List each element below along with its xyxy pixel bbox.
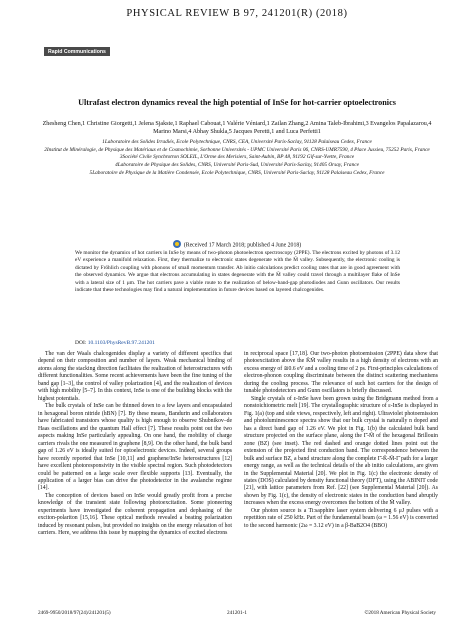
section-tag: Rapid Communications <box>44 47 110 56</box>
affiliation-4: 4Laboratoire de Physique des Solides, CNRS, Université Paris-Sud, Université Paris-Saclay, 91405 Orsay, France <box>115 162 359 169</box>
body-column-left <box>38 351 232 538</box>
affiliation-3: 3Société Civile Synchrotron SOLEIL, L'Orme des Merisiers, Saint-Aubin, BP 48, 91192 Gif-sur-Yvette, France <box>119 154 355 161</box>
affiliation-1: 1Laboratoire des Solides Irradiés, Ecole Polytechnique, CNRS, CEA, Université Paris-Saclay, 91128 Palaiseau Cedex, France <box>102 139 372 145</box>
affiliation-5: 5Laboratoire de Physique de la Matière Condensée, Ecole Polytechnique, CNRS, Université Paris-Saclay, 91128 Palaiseau Cedex, France <box>89 169 385 176</box>
paper-title: Ultrafast electron dynamics reveal the high potential of InSe for hot-carrier optoelectronics <box>78 98 396 107</box>
footer-issn: 2469-9950/2018/97(24)/241201(5) <box>38 610 111 616</box>
paragraph: in reciprocal space [17,18]. Our two-photon photoemission (2PPE) data show that photoexcitation above the K̄M̄ valley results in a high density of electrons with an excess energy of ≅0.6 eV and a cooling time of 2 ps. First-principles calculations of electron-phonon coupling discriminate between the distinct scattering mechanisms during the cooling process. The relevance of such hot carriers for the design of tunable photodetectors and Gunn oscillators is briefly discussed. <box>244 351 438 395</box>
abstract: We monitor the dynamics of hot carriers in InSe by means of two-photon photoelectron spectroscopy (2PPE). The electrons excited by photons of 3.12 eV experience a manifold relaxation. First, they thermalize to electronic states degenerate with the M̄ valley. Subsequently, the electronic cooling is dictated by Fröhlich coupling with phonons of small momentum transfer. Ab initio calculations predict cooling rates that are in good agreement with the observed dynamics. We argue that electrons accumulating in states degenerate with the M̄ valley could travel through a multilayer flake of InSe with a lateral size of 1 μm. The hot carriers pave a viable route to the realization of below-band-gap photodiodes and Gunn oscillators. Our results indicate that these technologies may find a natural implementation in future devices based on layered chalcogenides. <box>75 250 400 294</box>
paragraph: The van der Waals chalcogenides display a variety of different specifics that depend on their composition and number of layers. Weak mechanical binding of atoms along the stacking direction facilitates the realization of heterostructures with different functionalities. Some recent achievements have been the fine tuning of the band gap [1–3], the control of valley polarization [4], and the realization of devices with high mobility [5–7]. In this context, InSe is one of the building blocks with the highest potentials. <box>38 351 232 402</box>
doi-label: DOI: <box>75 340 87 346</box>
affiliation-list <box>40 139 434 178</box>
doi-link[interactable]: 10.1103/PhysRevB.97.241201 <box>87 340 155 346</box>
footer-copyright: ©2018 American Physical Society <box>364 610 436 616</box>
crossmark-icon[interactable] <box>173 240 181 248</box>
paragraph: Single crystals of ε-InSe have been grown using the Bridgmann method from a nonstoichiometric melt [19]. The crystallographic structure of ε-InSe is displayed in Fig. 1(a) (top and side views, respectively, left and right). Ultraviolet photoemission and photoluminescence spectra show that our bulk crystal is naturally n doped and has a direct band gap of 1.26 eV. We plot in Fig. 1(b) the calculated bulk band structure projected on the surface plane, along the Γ̄-M̄ of the hexagonal Brillouin zone (BZ) (see inset). The red dashed and orange dotted lines point out the extension of the projected first conduction band. The correspondence between the bulk and surface BZ, a band structure along the complete Γ̄-K̄-M̄-Γ̄ path for a larger energy range, as well as the technical details of the ab initio calculations, are given in the Supplemental Material [20]. We plot in Fig. 1(c) the electronic density of states (DOS) calculated by density functional theory (DFT), using the ABINIT code [21], with lattice parameters from Ref. [22] (see Supplemental Material [20]). As shown by Fig. 1(c), the density of electronic states in the conduction band abruptly increases when the excess energy overcomes the bottom of the M̄ valley. <box>244 395 438 507</box>
doi-row <box>75 340 155 346</box>
paragraph: The conception of devices based on InSe would greatly profit from a precise knowledge of the transient state following photoexcitation. Some pioneering experiments have investigated the coherent propagation and dephasing of the exciton-polariton [15,16]. These optical methods revealed a beating polarization induced by resonant pulses, but provided no insights on the energy relaxation of hot carriers. Here, we address this issue by mapping the dynamics of excited electrons <box>38 492 232 537</box>
paragraph: The bulk crystals of InSe can be thinned down to a few layers and encapsulated in hexagonal boron nitride (hBN) [7]. By these means, Bandurin and collaborators have fabricated transistors whose quality is high enough to observe Shubnikov–de Haas oscillations and the quantum Hall effect [7]. These results point out the two aspects making InSe particularly appealing. On one hand, the mobility of charge carriers rivals the one measured in graphene [8,9]. On the other hand, the bulk band gap of 1.26 eV is ideally suited for optoelectronic devices. Indeed, several groups have recently reported that InSe [10,11] and graphene/InSe heterostructures [12] have excellent photoresponsivity in the visible spectral region. Such photodetectors could be patterned on a large scale over flexible supports [13]. Eventually, the application of a larger bias can drive the photodetector in the avalanche regime [14]. <box>38 403 232 492</box>
received-date: (Received 17 March 2018; published 4 June 2018) <box>183 242 302 249</box>
paragraph: Our photon source is a Ti:sapphire laser system delivering 6 μJ pulses with a repetition rate of 250 kHz. Part of the fundamental beam (ω = 1.56 eV) is converted to the second harmonic (2ω = 3.12 eV) in a β-BaB2O4 (BBO) <box>244 507 438 529</box>
footer-page-number: 241201-1 <box>227 610 247 616</box>
journal-header: PHYSICAL REVIEW B 97, 241201(R) (2018) <box>126 8 348 19</box>
received-row <box>0 240 474 249</box>
affiliation-2: 2Institut de Minéralogie, de Physique des Matériaux et de Cosmochimie, Sorbonne Universités - UPMC Université Paris 06, CNRS-UMR7590, 4 Place Jussieu, 75252 Paris, France <box>44 146 430 153</box>
author-list: Zhesheng Chen,1 Christine Giorgetti,1 Jelena Sjakste,1 Raphael Cabouat,1 Valérie Véniard,1 Zailan Zhang,2 Amina Taleb-Ibrahimi,3 Evangelos Papalazarou,4 Marino Marsi,4 Abhay Shukla,5 Jacques Peretti,1 and Luca Perfetti1 <box>42 121 432 136</box>
body-column-right <box>244 351 438 530</box>
